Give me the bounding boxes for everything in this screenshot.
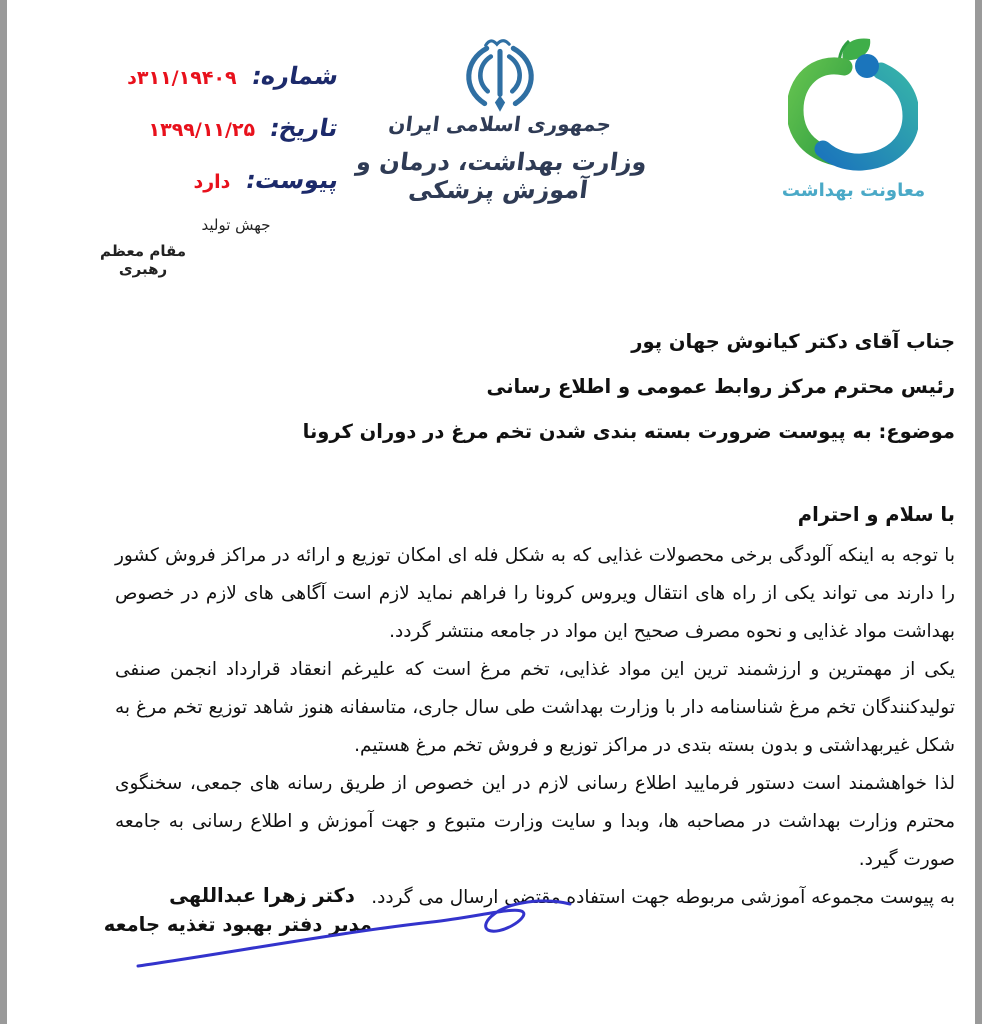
left-gray-edge bbox=[0, 0, 7, 1024]
signature-title: مدیر دفتر بهبود تغذیه جامعه bbox=[103, 913, 372, 936]
letter-meta-block bbox=[88, 58, 341, 214]
meta-row-number bbox=[88, 58, 341, 97]
signature-name: دکتر زهرا عبداللهی bbox=[169, 884, 355, 907]
meta-row-date bbox=[88, 110, 341, 149]
letter-body bbox=[115, 537, 955, 917]
recipient-title: رئیس محترم مرکز روابط عمومی و اطلاع رسانی bbox=[486, 375, 955, 398]
signature-scrawl-icon bbox=[103, 890, 580, 974]
recipient-block bbox=[115, 330, 955, 465]
attachment-value: دارد bbox=[193, 171, 231, 193]
subject-label: موضوع: bbox=[878, 420, 955, 443]
body-paragraph-4: به پیوست مجموعه آموزشی مربوطه جهت استفاده مقتضی ارسال می گردد. bbox=[371, 887, 955, 908]
body-paragraph-1: با توجه به اینکه آلودگی برخی محصولات غذایی که به شکل فله ای امکان توزیع و ارائه در مراکز فروش کشور را دارند می تواند یکی از راه های انتقال ویروس کرونا را فراهم نماید لازم است آگاهی های لازم در خصوص بهداشت مواد غذایی و نحوه مصرف صحیح این مواد در جامعه منتشر گردد. bbox=[115, 545, 955, 642]
number-label: شماره: bbox=[249, 62, 341, 90]
date-value: ۱۳۹۹/۱۱/۲۵ bbox=[148, 119, 256, 141]
iran-emblem-icon bbox=[454, 36, 546, 122]
slogan-line: جهش تولید bbox=[201, 216, 271, 234]
meta-row-attachment bbox=[88, 162, 341, 201]
logo-caption: معاونت بهداشت bbox=[781, 180, 926, 201]
slogan-attribution: مقام معظم رهبری bbox=[99, 242, 187, 278]
recipient-name: جناب آقای دکتر کیانوش جهان پور bbox=[631, 330, 955, 353]
date-label: تاریخ: bbox=[267, 114, 341, 142]
logo-dot-icon bbox=[855, 54, 879, 78]
attachment-label: پیوست: bbox=[243, 166, 341, 194]
number-value: ۳۱۱/۱۹۴۰۹د bbox=[127, 67, 237, 89]
subject-line bbox=[115, 420, 955, 444]
body-paragraph-2: یکی از مهمترین و ارزشمند ترین این مواد غذایی، تخم مرغ است که علیرغم انعقاد قرارداد انجمن صنفی تولیدکنندگان تخم مرغ شناسنامه دار با وزارت بهداشت طی سال جاری، متاسفانه هنوز شاهد توزیع تخم مرغ به شکل غیربهداشتی و بدون بسته بتدی در مراکز توزیع و فروش تخم مرغ هستیم. bbox=[115, 659, 955, 756]
subject-text: به پیوست ضرورت بسته بندی شدن تخم مرغ در دوران کرونا bbox=[302, 420, 872, 443]
health-deputy-logo-icon bbox=[788, 36, 918, 178]
header-country: جمهوری اسلامی ایران bbox=[387, 112, 613, 136]
body-paragraph-3: لذا خواهشمند است دستور فرمایید اطلاع رسانی لازم در این خصوص از طریق رسانه های جمعی، سخنگوی محترم وزارت بهداشت در مصاحبه ها، وبدا و سایت وزارت متبوع و جهت آموزش و اطلاع رسانی به جامعه صورت گیرد. bbox=[115, 773, 955, 870]
greeting: با سلام و احترام bbox=[797, 503, 955, 526]
header-ministry: وزارت بهداشت، درمان و آموزش پزشکی bbox=[354, 148, 649, 204]
right-gray-edge bbox=[975, 0, 982, 1024]
